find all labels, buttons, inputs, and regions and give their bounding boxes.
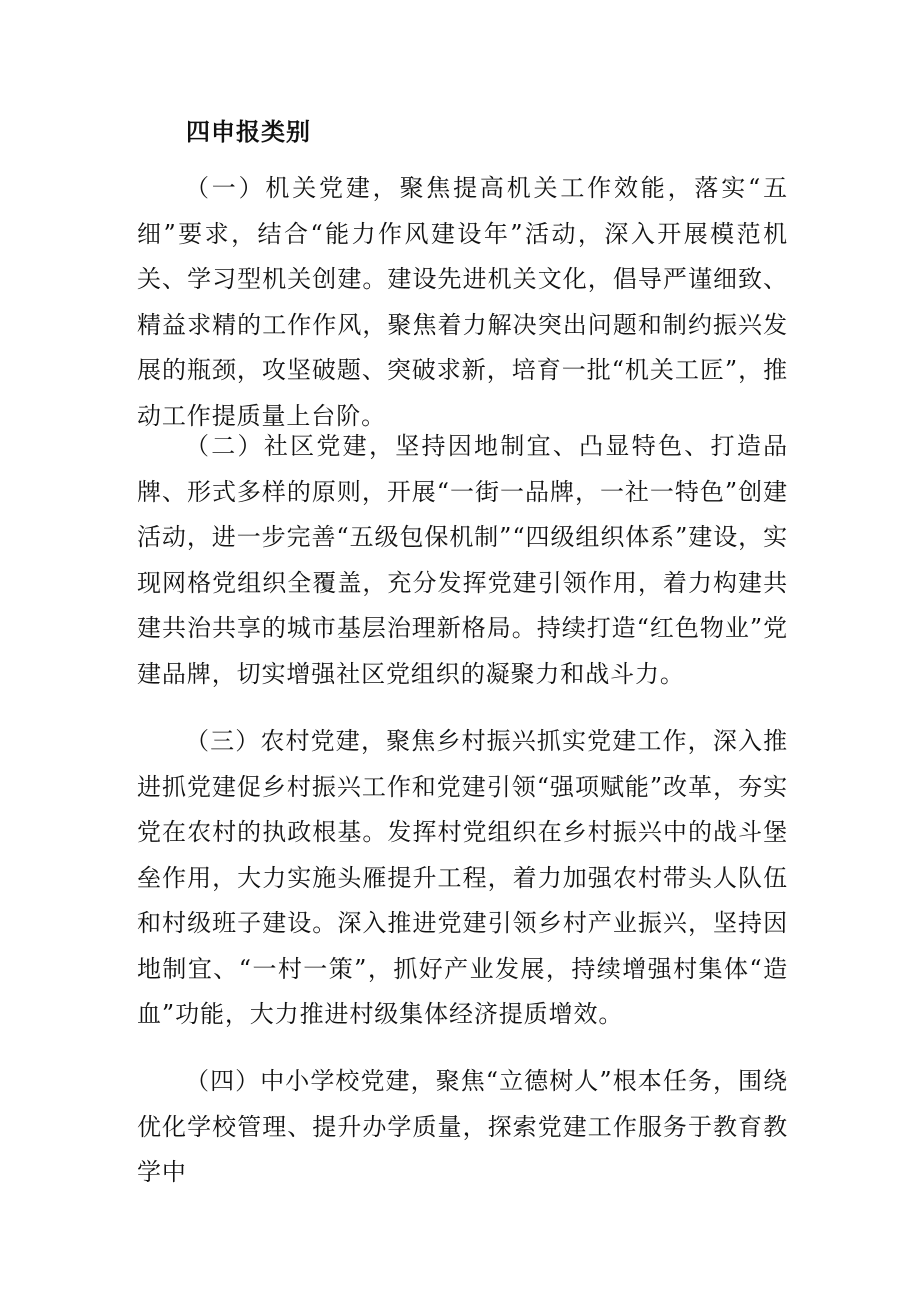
paragraph-party-building-rural: （三）农村党建，聚焦乡村振兴抓实党建工作，深入推进抓党建促乡村振兴工作和党建引领“强项赋能”改革，夯实党在农村的执政根基。发挥村党组织在乡村振兴中的战斗堡垒作用，大力实施头雁提升工程，着力加强农村带头人队伍和村级班子建设。深入推进党建引领乡村产业振兴，坚持因地制宜、“一村一策”，抓好产业发展，持续增强村集体“造血”功能，大力推进村级集体经济提质增效。 bbox=[137, 727, 788, 1028]
section-heading: 四申报类别 bbox=[186, 117, 311, 146]
paragraph-party-building-community: （二）社区党建，坚持因地制宜、凸显特色、打造品牌、形式多样的原则，开展“一街一品牌，一社一特色”创建活动，进一步完善“五级包保机制”“四级组织体系”建设，实现网格党组织全覆盖，充分发挥党建引领作用，着力构建共建共治共享的城市基层治理新格局。持续打造“红色物业”党建品牌，切实增强社区党组织的凝聚力和战斗力。 bbox=[137, 432, 788, 688]
paragraph-party-building-organs: （一）机关党建，聚焦提高机关工作效能，落实“五细”要求，结合“能力作风建设年”活动，深入开展模范机关、学习型机关创建。建设先进机关文化，倡导严谨细致、精益求精的工作作风，聚焦着力解决突出问题和制约振兴发展的瓶颈，攻坚破题、突破求新，培育一批“机关工匠”，推动工作提质量上台阶。 bbox=[137, 174, 788, 430]
paragraph-party-building-schools: （四）中小学校党建，聚焦“立德树人”根本任务，围绕优化学校管理、提升办学质量，探索党建工作服务于教育教学中 bbox=[137, 1067, 788, 1186]
